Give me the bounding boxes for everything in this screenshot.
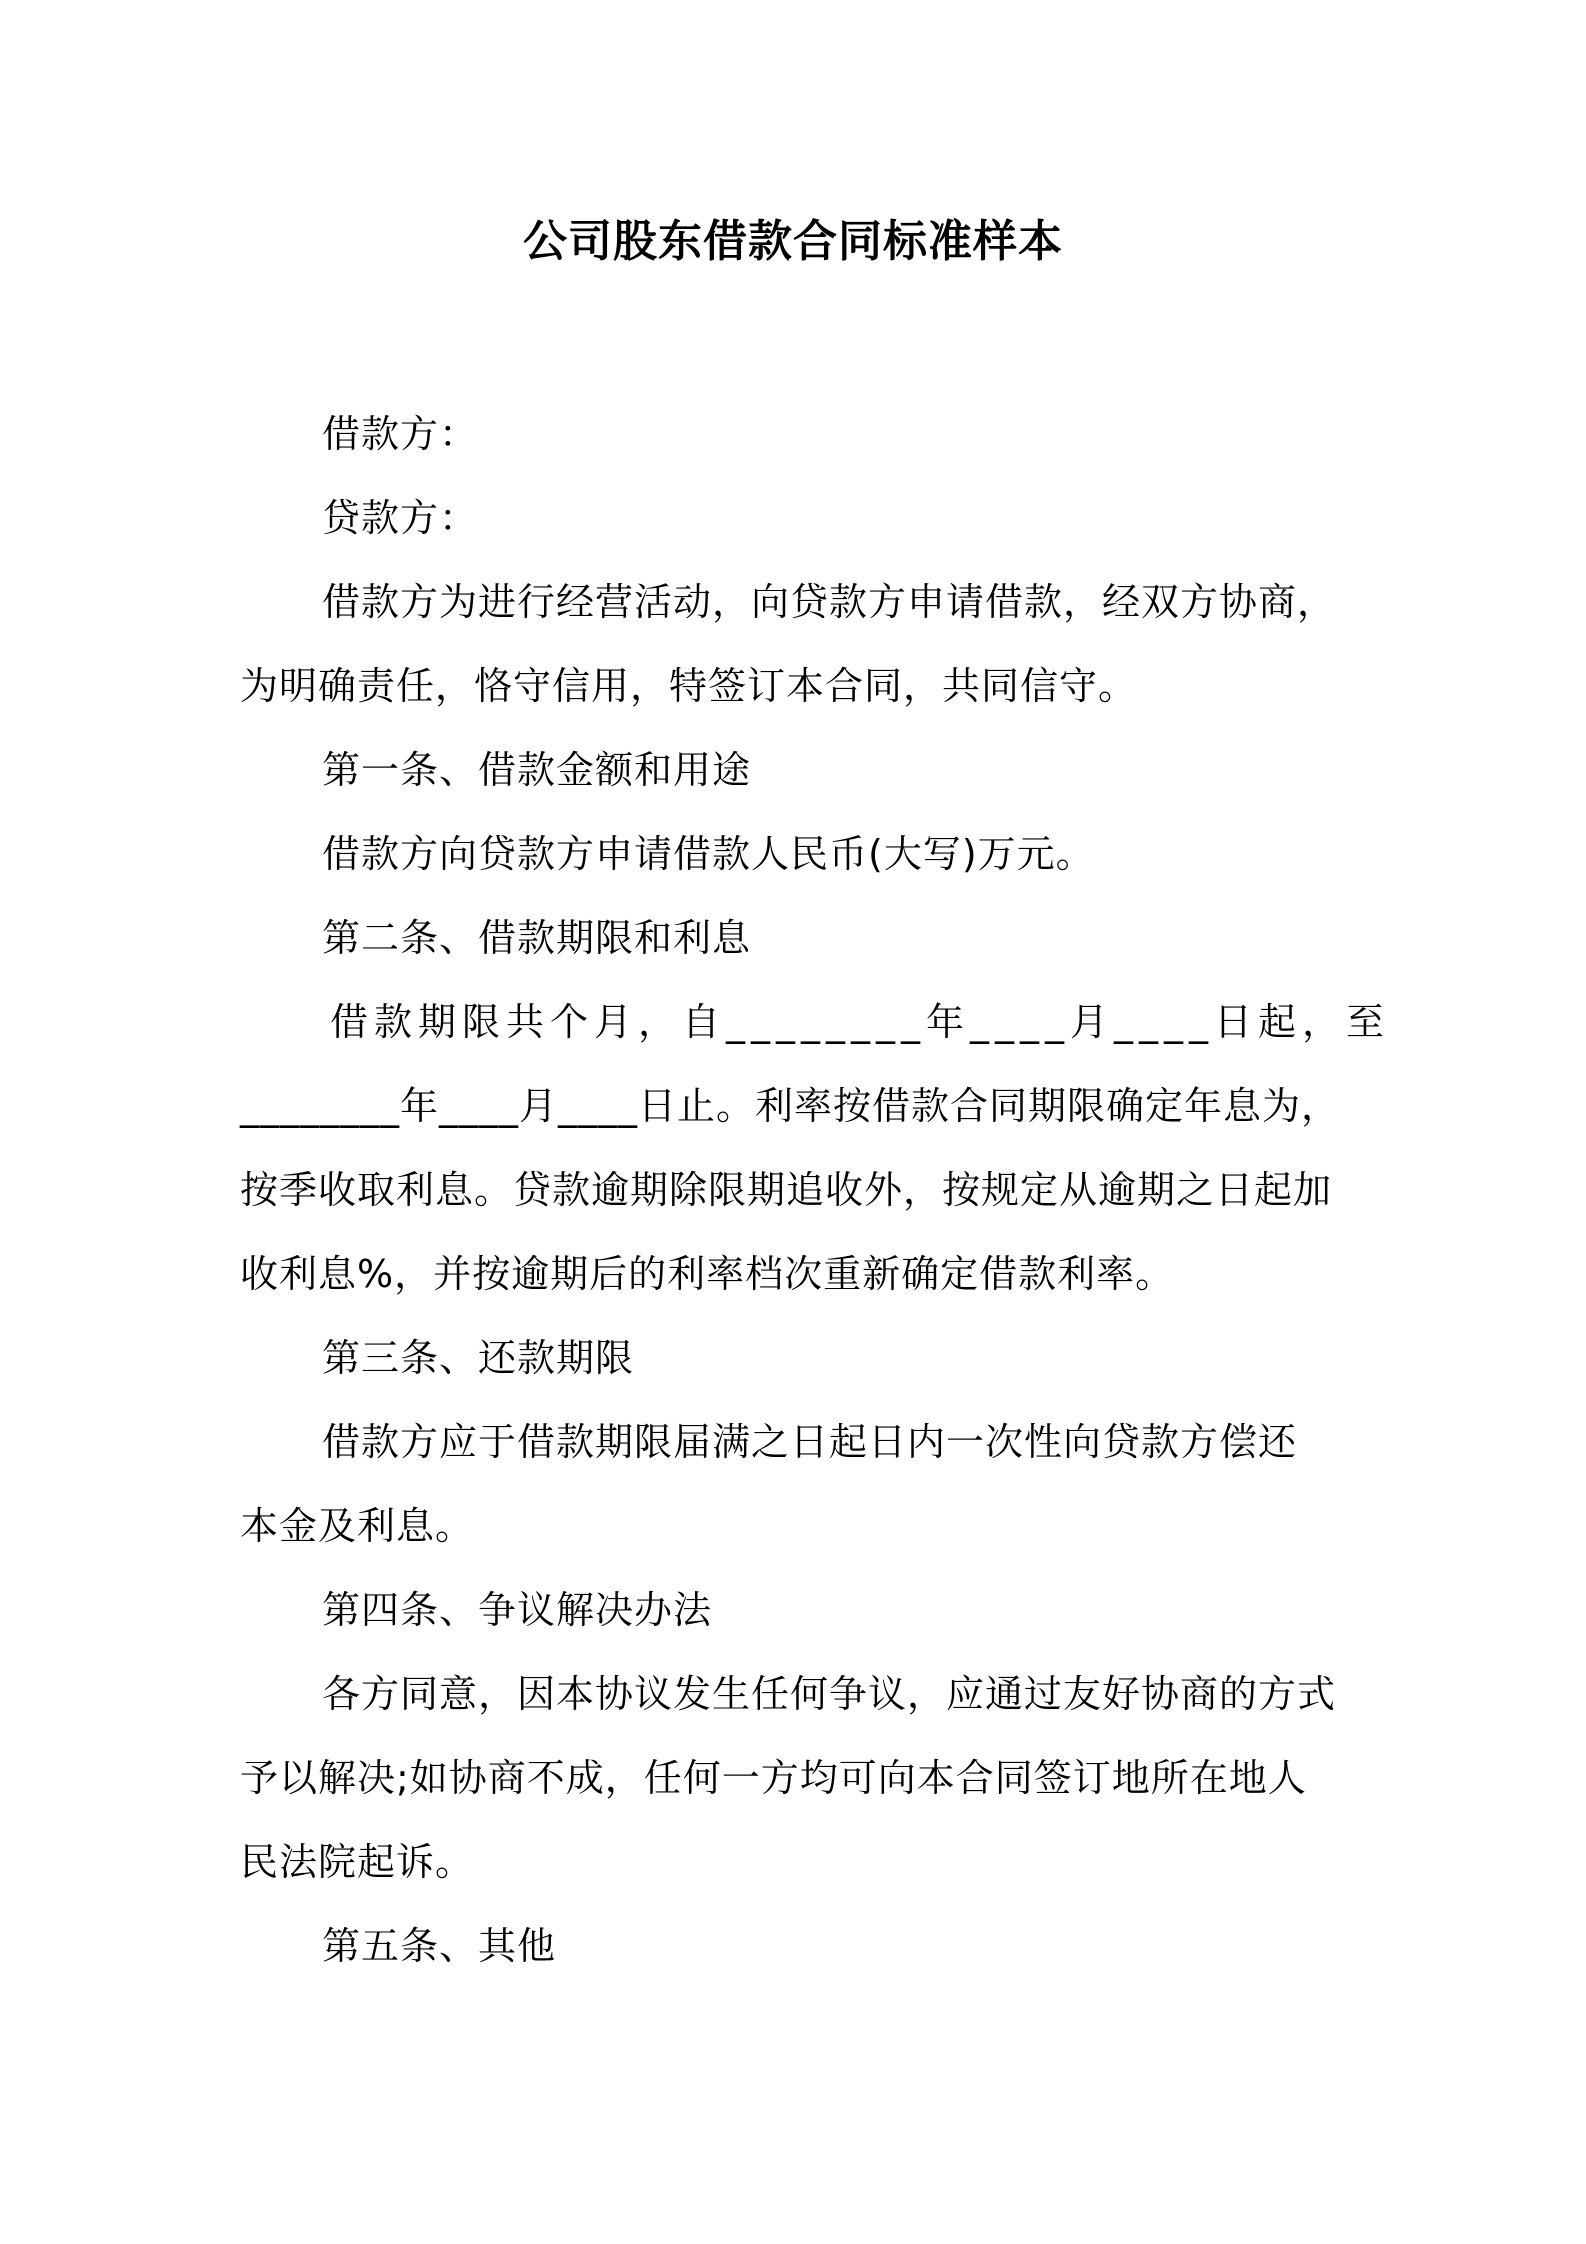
article-2-body-line-2: ________年____月____日止。利率按借款合同期限确定年息为， [240,1084,1341,1128]
article-4-heading: 第四条、争议解决办法 [322,1588,713,1632]
lender-label: 贷款方： [322,496,479,540]
preamble-line-1: 借款方为进行经营活动，向贷款方申请借款，经双方协商， [322,580,1337,624]
article-4-body-line-1: 各方同意，因本协议发生任何争议，应通过友好协商的方式 [322,1672,1337,1716]
article-2-body-line-3: 按季收取利息。贷款逾期除限期追收外，按规定从逾期之日起加 [240,1168,1333,1212]
article-2-heading: 第二条、借款期限和利息 [322,916,752,960]
article-4-body-line-2: 予以解决;如协商不成，任何一方均可向本合同签订地所在地人 [240,1756,1307,1800]
article-1-body: 借款方向贷款方申请借款人民币(大写)万元。 [322,832,1095,876]
document-title: 公司股东借款合同标准样本 [523,216,1063,267]
article-3-heading: 第三条、还款期限 [322,1336,635,1380]
article-1-heading: 第一条、借款金额和用途 [322,748,752,792]
article-2-body-line-1: 借款期限共个月，自________年____月____日起，至 [330,1000,1391,1044]
preamble-line-2: 为明确责任，恪守信用，特签订本合同，共同信守。 [240,664,1138,708]
article-3-body-line-1: 借款方应于借款期限届满之日起日内一次性向贷款方偿还 [322,1420,1298,1464]
borrower-label: 借款方： [322,412,479,456]
article-3-body-line-2: 本金及利息。 [240,1504,475,1548]
article-5-heading: 第五条、其他 [322,1924,557,1968]
article-2-body-line-4: 收利息%，并按逾期后的利率档次重新确定借款利率。 [240,1252,1175,1296]
article-4-body-line-3: 民法院起诉。 [240,1840,475,1884]
